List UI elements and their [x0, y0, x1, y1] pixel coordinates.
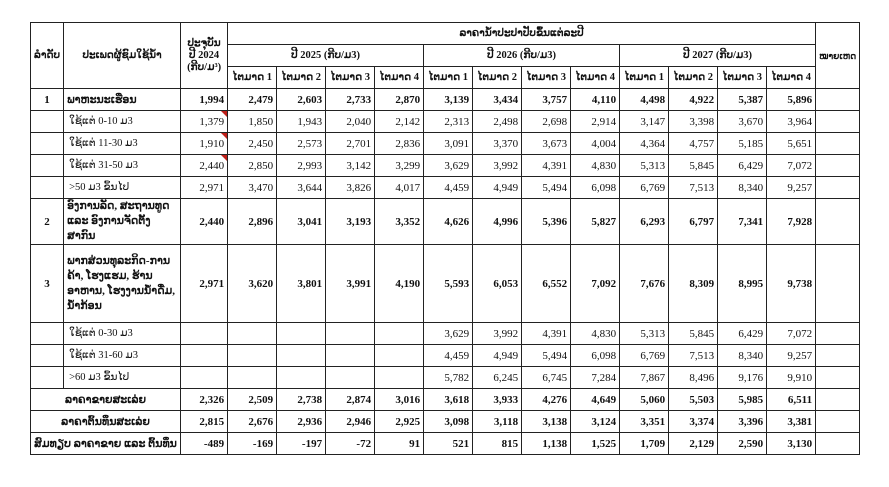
price-cell: 8,309: [669, 245, 718, 323]
price-cell: 3,670: [718, 111, 767, 133]
header-year-2025: ປີ 2025 (ກີບ/ມ3): [228, 45, 424, 67]
row-number: 1: [31, 89, 64, 111]
header-price-increase-group: ລາຄານ້ຳປະປາປັບຂຶ້ນແຕ່ລະປີ: [228, 23, 816, 45]
header-year-2027: ປີ 2027 (ກີບ/ມ3): [620, 45, 816, 67]
summary-cell: 4,649: [571, 389, 620, 411]
price-cell: 7,072: [767, 323, 816, 345]
note-cell: [816, 111, 860, 133]
note-cell: [816, 433, 860, 455]
header-year-2026: ປີ 2026 (ກີບ/ມ3): [424, 45, 620, 67]
current-price-cell: 1,379: [181, 111, 228, 133]
row-label: >60 ມ3 ຂຶ້ນໄປ: [64, 367, 181, 389]
summary-label: ລາຄາຂາຍສະເລ່ຍ: [31, 389, 181, 411]
price-cell: 7,341: [718, 199, 767, 245]
row-number: [31, 345, 64, 367]
price-cell: 6,098: [571, 345, 620, 367]
note-cell: [816, 411, 860, 433]
price-cell: 5,593: [424, 245, 473, 323]
price-cell: [326, 345, 375, 367]
summary-cell: 3,374: [669, 411, 718, 433]
price-cell: 1,943: [277, 111, 326, 133]
price-cell: 2,836: [375, 133, 424, 155]
price-cell: 3,470: [228, 177, 277, 199]
summary-cell: 2,676: [228, 411, 277, 433]
price-cell: 6,745: [522, 367, 571, 389]
summary-cell: 1,138: [522, 433, 571, 455]
price-cell: 6,552: [522, 245, 571, 323]
current-price-cell: 1,994: [181, 89, 228, 111]
price-cell: 3,992: [473, 155, 522, 177]
header-quarter: ໄຕມາດ 2: [669, 67, 718, 89]
price-cell: 7,284: [571, 367, 620, 389]
price-cell: 4,459: [424, 345, 473, 367]
price-cell: 3,673: [522, 133, 571, 155]
price-cell: 2,733: [326, 89, 375, 111]
price-cell: 2,498: [473, 111, 522, 133]
price-cell: [326, 367, 375, 389]
price-cell: [375, 323, 424, 345]
note-cell: [816, 199, 860, 245]
header-number: ລຳດັບ: [31, 23, 64, 89]
summary-cell: 3,098: [424, 411, 473, 433]
price-cell: 3,370: [473, 133, 522, 155]
price-cell: 4,922: [669, 89, 718, 111]
current-price-cell: [181, 323, 228, 345]
row-label: ໃຊ້ແຕ່ 0-30 ມ3: [64, 323, 181, 345]
summary-cell: 3,130: [767, 433, 816, 455]
summary-cell: 1,709: [620, 433, 669, 455]
row-number: [31, 367, 64, 389]
price-cell: 2,993: [277, 155, 326, 177]
row-number: [31, 323, 64, 345]
price-cell: 2,870: [375, 89, 424, 111]
price-cell: 6,245: [473, 367, 522, 389]
row-number: [31, 111, 64, 133]
price-cell: 3,299: [375, 155, 424, 177]
price-cell: 4,949: [473, 177, 522, 199]
price-cell: 5,651: [767, 133, 816, 155]
header-current-line2: ປີ 2024: [188, 49, 220, 61]
price-cell: 5,313: [620, 323, 669, 345]
table-row: [31, 367, 860, 389]
summary-cell: 2,874: [326, 389, 375, 411]
price-cell: 3,801: [277, 245, 326, 323]
price-cell: 9,738: [767, 245, 816, 323]
header-current-line3: (ກີບ/ມ³): [187, 61, 222, 73]
price-cell: 6,429: [718, 155, 767, 177]
price-cell: 2,914: [571, 111, 620, 133]
price-cell: 8,496: [669, 367, 718, 389]
price-cell: 9,176: [718, 367, 767, 389]
price-cell: 4,004: [571, 133, 620, 155]
header-quarter: ໄຕມາດ 2: [473, 67, 522, 89]
note-cell: [816, 345, 860, 367]
price-cell: 4,626: [424, 199, 473, 245]
price-cell: 1,850: [228, 111, 277, 133]
price-cell: 4,391: [522, 323, 571, 345]
price-cell: [277, 345, 326, 367]
summary-current-cell: -489: [181, 433, 228, 455]
price-cell: 5,313: [620, 155, 669, 177]
summary-current-cell: 2,815: [181, 411, 228, 433]
row-number: 2: [31, 199, 64, 245]
price-cell: 6,053: [473, 245, 522, 323]
row-label: ໃຊ້ແຕ່ 0-10 ມ3: [64, 111, 181, 133]
price-cell: 5,387: [718, 89, 767, 111]
summary-cell: -197: [277, 433, 326, 455]
price-cell: 9,257: [767, 345, 816, 367]
price-cell: 9,910: [767, 367, 816, 389]
header-quarter: ໄຕມາດ 2: [277, 67, 326, 89]
price-cell: 5,185: [718, 133, 767, 155]
table-row: [31, 177, 860, 199]
price-cell: 3,091: [424, 133, 473, 155]
price-cell: 5,896: [767, 89, 816, 111]
summary-cell: 3,381: [767, 411, 816, 433]
note-cell: [816, 133, 860, 155]
summary-cell: 3,396: [718, 411, 767, 433]
header-quarter: ໄຕມາດ 3: [522, 67, 571, 89]
price-cell: 8,340: [718, 177, 767, 199]
current-price-cell: 2,971: [181, 177, 228, 199]
summary-cell: 2,925: [375, 411, 424, 433]
price-cell: 2,701: [326, 133, 375, 155]
row-number: [31, 133, 64, 155]
current-price-cell: 2,440: [181, 155, 228, 177]
header-current-line1: ປະຈຸບັນ: [187, 37, 221, 49]
summary-row: [31, 433, 860, 455]
price-cell: 3,629: [424, 155, 473, 177]
price-cell: [326, 323, 375, 345]
summary-cell: 521: [424, 433, 473, 455]
summary-cell: 2,590: [718, 433, 767, 455]
price-cell: 3,826: [326, 177, 375, 199]
summary-cell: -169: [228, 433, 277, 455]
header-note: ໝາຍເຫດ: [816, 23, 860, 89]
summary-cell: 91: [375, 433, 424, 455]
table-row: [31, 155, 860, 177]
price-cell: 5,845: [669, 155, 718, 177]
price-cell: 3,620: [228, 245, 277, 323]
row-number: 3: [31, 245, 64, 323]
table-row: [31, 89, 860, 111]
note-cell: [816, 177, 860, 199]
summary-cell: 3,118: [473, 411, 522, 433]
water-tariff-table: [30, 22, 860, 455]
price-cell: 3,629: [424, 323, 473, 345]
row-label: ໃຊ້ແຕ່ 31-50 ມ3: [64, 155, 181, 177]
current-price-cell: 2,971: [181, 245, 228, 323]
price-cell: 6,769: [620, 345, 669, 367]
summary-row: [31, 389, 860, 411]
summary-cell: -72: [326, 433, 375, 455]
header-quarter: ໄຕມາດ 4: [375, 67, 424, 89]
price-cell: 3,041: [277, 199, 326, 245]
summary-row: [31, 411, 860, 433]
price-cell: [277, 367, 326, 389]
price-cell: 3,147: [620, 111, 669, 133]
price-cell: 5,396: [522, 199, 571, 245]
price-cell: 2,850: [228, 155, 277, 177]
price-cell: 2,450: [228, 133, 277, 155]
summary-current-cell: 2,326: [181, 389, 228, 411]
summary-cell: 5,985: [718, 389, 767, 411]
price-cell: 7,513: [669, 345, 718, 367]
row-label: >50 ມ3 ຂຶ້ນໄປ: [64, 177, 181, 199]
price-cell: 3,991: [326, 245, 375, 323]
price-cell: 4,757: [669, 133, 718, 155]
summary-cell: 3,124: [571, 411, 620, 433]
price-cell: [228, 323, 277, 345]
price-cell: 6,293: [620, 199, 669, 245]
table-row: [31, 323, 860, 345]
summary-cell: 3,016: [375, 389, 424, 411]
price-cell: 4,190: [375, 245, 424, 323]
price-cell: 4,996: [473, 199, 522, 245]
summary-cell: 6,511: [767, 389, 816, 411]
summary-cell: 3,138: [522, 411, 571, 433]
header-current-2024: [181, 23, 228, 89]
header-quarter: ໄຕມາດ 3: [326, 67, 375, 89]
current-price-cell: [181, 367, 228, 389]
price-cell: 4,391: [522, 155, 571, 177]
price-cell: 5,494: [522, 177, 571, 199]
price-cell: 2,896: [228, 199, 277, 245]
current-price-cell: 1,910: [181, 133, 228, 155]
table-row: [31, 345, 860, 367]
table-row: [31, 245, 860, 323]
row-label: ພາກສ່ວນທຸລະກິດ-ການຄ້າ, ໂຮງແຮມ, ຮ້ານອາຫານ, ໂຮງງານນ້ຳດື່ມ, ນ້ຳກ້ອນ: [64, 245, 181, 323]
summary-cell: 2,946: [326, 411, 375, 433]
price-cell: 2,313: [424, 111, 473, 133]
price-cell: 4,110: [571, 89, 620, 111]
price-cell: 2,603: [277, 89, 326, 111]
price-cell: 3,142: [326, 155, 375, 177]
summary-cell: 4,276: [522, 389, 571, 411]
price-cell: 3,434: [473, 89, 522, 111]
price-cell: 6,429: [718, 323, 767, 345]
header-quarter: ໄຕມາດ 1: [424, 67, 473, 89]
price-cell: 7,867: [620, 367, 669, 389]
price-cell: 3,964: [767, 111, 816, 133]
summary-cell: 3,933: [473, 389, 522, 411]
row-label: ໃຊ້ແຕ່ 31-60 ມ3: [64, 345, 181, 367]
price-cell: 4,017: [375, 177, 424, 199]
price-cell: 3,757: [522, 89, 571, 111]
header-quarter: ໄຕມາດ 4: [767, 67, 816, 89]
summary-label: ລາຄາຕົ້ນທຶນສະເລ່ຍ: [31, 411, 181, 433]
price-cell: 7,928: [767, 199, 816, 245]
header-quarter: ໄຕມາດ 4: [571, 67, 620, 89]
summary-cell: 2,129: [669, 433, 718, 455]
price-cell: 4,830: [571, 323, 620, 345]
summary-cell: 2,936: [277, 411, 326, 433]
summary-cell: 5,060: [620, 389, 669, 411]
note-cell: [816, 89, 860, 111]
price-cell: [228, 367, 277, 389]
row-number: [31, 155, 64, 177]
price-cell: 4,498: [620, 89, 669, 111]
price-cell: 7,092: [571, 245, 620, 323]
price-cell: [228, 345, 277, 367]
price-cell: 4,949: [473, 345, 522, 367]
summary-cell: 3,351: [620, 411, 669, 433]
price-cell: 8,995: [718, 245, 767, 323]
price-cell: [277, 323, 326, 345]
price-cell: 5,494: [522, 345, 571, 367]
table-body: [31, 89, 860, 455]
price-cell: 5,845: [669, 323, 718, 345]
price-cell: 3,398: [669, 111, 718, 133]
price-cell: 5,827: [571, 199, 620, 245]
current-price-cell: [181, 345, 228, 367]
header-quarter: ໄຕມາດ 1: [228, 67, 277, 89]
price-cell: 2,142: [375, 111, 424, 133]
price-cell: 6,769: [620, 177, 669, 199]
header-quarter: ໄຕມາດ 3: [718, 67, 767, 89]
price-cell: 2,479: [228, 89, 277, 111]
note-cell: [816, 245, 860, 323]
price-cell: [375, 367, 424, 389]
price-cell: 4,459: [424, 177, 473, 199]
header-quarter: ໄຕມາດ 1: [620, 67, 669, 89]
price-cell: 3,992: [473, 323, 522, 345]
price-cell: 2,573: [277, 133, 326, 155]
summary-cell: 815: [473, 433, 522, 455]
row-label: ພາຫະນະເຮືອນ: [64, 89, 181, 111]
price-cell: 2,698: [522, 111, 571, 133]
summary-cell: 3,618: [424, 389, 473, 411]
price-cell: 6,797: [669, 199, 718, 245]
note-cell: [816, 323, 860, 345]
price-cell: 5,782: [424, 367, 473, 389]
price-cell: 3,644: [277, 177, 326, 199]
table-row: [31, 111, 860, 133]
price-cell: 4,364: [620, 133, 669, 155]
price-cell: 6,098: [571, 177, 620, 199]
price-cell: 7,513: [669, 177, 718, 199]
price-cell: 3,193: [326, 199, 375, 245]
note-cell: [816, 389, 860, 411]
summary-cell: 2,738: [277, 389, 326, 411]
table-row: [31, 199, 860, 245]
price-cell: 7,072: [767, 155, 816, 177]
price-cell: 8,340: [718, 345, 767, 367]
note-cell: [816, 367, 860, 389]
header-category: ປະເພດຜູ້ຊົມໃຊ້ນ້ຳ: [64, 23, 181, 89]
price-cell: 4,830: [571, 155, 620, 177]
price-cell: 2,040: [326, 111, 375, 133]
note-cell: [816, 155, 860, 177]
row-number: [31, 177, 64, 199]
summary-cell: 2,509: [228, 389, 277, 411]
table-row: [31, 133, 860, 155]
price-cell: 3,139: [424, 89, 473, 111]
price-cell: 7,676: [620, 245, 669, 323]
row-label: ໃຊ້ແຕ່ 11-30 ມ3: [64, 133, 181, 155]
summary-cell: 1,525: [571, 433, 620, 455]
summary-cell: 5,503: [669, 389, 718, 411]
current-price-cell: 2,440: [181, 199, 228, 245]
price-cell: [375, 345, 424, 367]
price-cell: 3,352: [375, 199, 424, 245]
row-label: ອົງການລັດ, ສະຖານທູດ ແລະ ອົງການຈັດຕັ້ງສາກົນ: [64, 199, 181, 245]
price-cell: 9,257: [767, 177, 816, 199]
summary-label: ສົມທຽບ ລາຄາຂາຍ ແລະ ຕົ້ນທຶນ: [31, 433, 181, 455]
